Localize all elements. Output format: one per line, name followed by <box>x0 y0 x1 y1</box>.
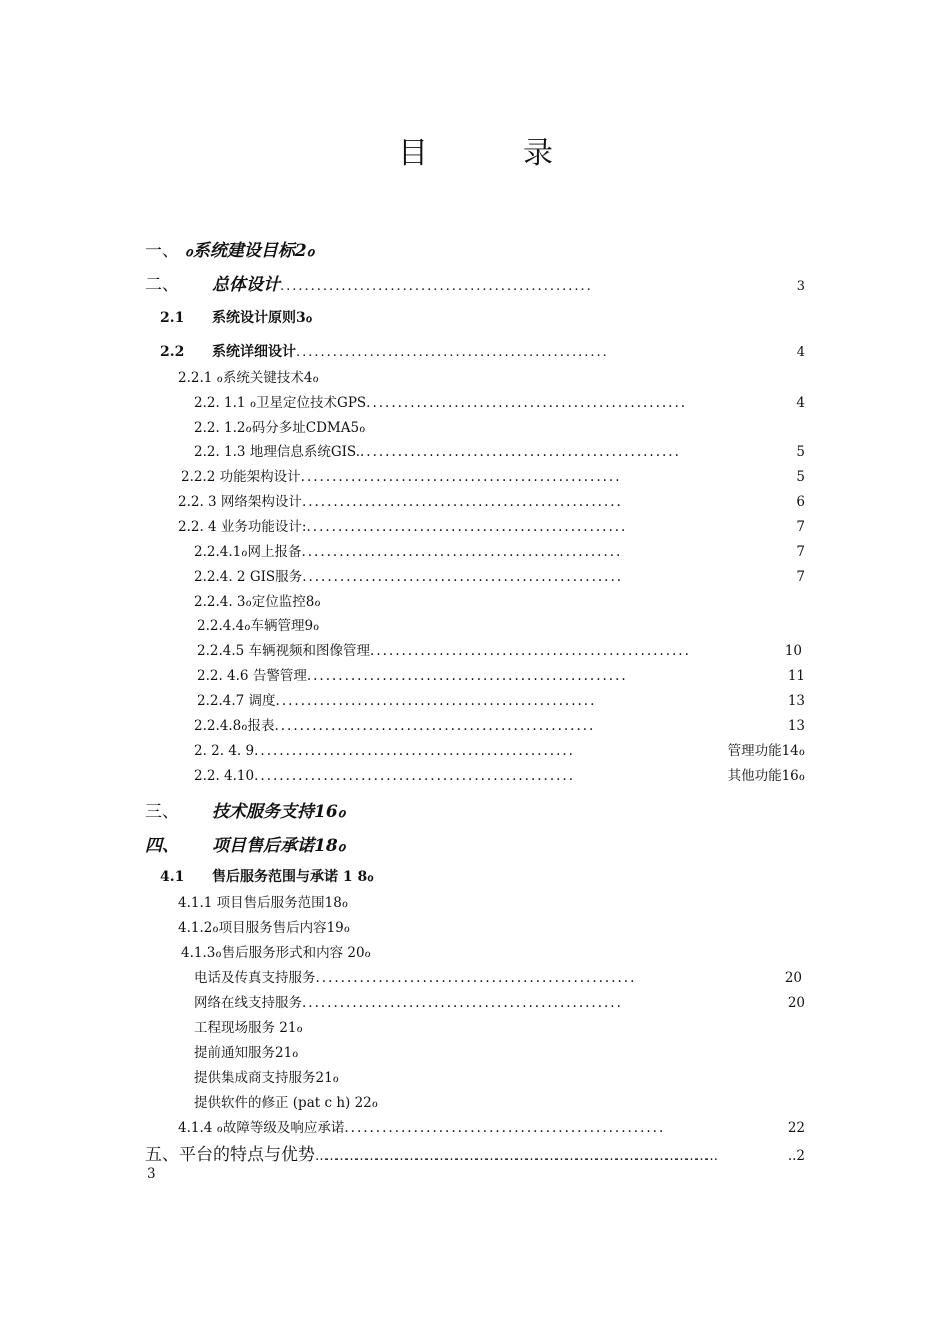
toc-label: 2.2. 1.2ℴ码分多址CDMA5ℴ <box>194 420 366 436</box>
toc-entry[interactable] <box>194 1016 303 1036</box>
toc-label: 2.2.1 ℴ系统关键技术4ℴ <box>178 370 319 386</box>
toc-label: 2.2.4.8ℴ报表 <box>194 718 275 734</box>
toc-leader: ................................................... <box>315 970 637 986</box>
toc-entry[interactable] <box>181 941 371 961</box>
toc-page: 20 <box>784 970 802 986</box>
toc-page: 7 <box>796 519 805 535</box>
toc-label: 2.2.4.1ℴ网上报备 <box>194 544 302 560</box>
toc-label: 项目售后承诺18ℴ <box>212 836 346 856</box>
toc-entry[interactable] <box>147 1166 156 1182</box>
toc-label: 网络在线支持服务 <box>194 995 302 1011</box>
toc-page: 7 <box>796 544 805 560</box>
toc-page: 管理功能14ℴ <box>727 743 805 759</box>
toc-entry[interactable] <box>194 739 805 759</box>
toc-number: 一、 <box>145 241 179 261</box>
toc-label: 2.2.2 功能架构设计 <box>181 469 301 485</box>
toc-page: 13 <box>787 693 805 709</box>
toc-page: 6 <box>796 494 805 510</box>
toc-entry[interactable] <box>194 416 365 436</box>
toc-label: ℴ系统建设目标2ℴ <box>185 241 315 261</box>
toc-page: 7 <box>796 569 805 585</box>
toc-entry[interactable] <box>178 366 319 386</box>
toc-label: 五、平台的特点与优势 <box>145 1145 315 1165</box>
toc-label: 提供集成商支持服务21ℴ <box>194 1070 339 1086</box>
toc-leader: ................................................... <box>306 668 628 684</box>
toc-leader: ................................................... <box>302 569 624 585</box>
toc-entry[interactable] <box>178 515 805 535</box>
toc-label: 工程现场服务 21ℴ <box>194 1020 303 1036</box>
title-char-1: 目 <box>398 136 428 171</box>
toc-entry[interactable] <box>160 341 805 361</box>
toc-entry[interactable] <box>194 966 802 986</box>
toc-label: 提前通知服务21ℴ <box>194 1045 299 1061</box>
toc-entry[interactable] <box>145 270 805 295</box>
toc-label: 2.2. 4.6 告警管理 <box>197 668 307 684</box>
toc-label: 2.2.4.4ℴ车辆管理9ℴ <box>197 618 320 634</box>
toc-entry[interactable] <box>178 891 348 911</box>
toc-page: ..2 <box>787 1148 805 1164</box>
toc-entry[interactable] <box>194 764 805 784</box>
toc-leader: ................................................... <box>360 444 681 460</box>
toc-page: 22 <box>787 1120 805 1136</box>
toc-number: 二、 <box>145 275 179 295</box>
toc-entry[interactable] <box>145 1140 805 1165</box>
toc-entry[interactable] <box>194 1041 298 1061</box>
toc-label: 4.1.2ℴ项目服务售后内容19ℴ <box>178 920 350 936</box>
toc-page: 13 <box>787 718 805 734</box>
toc-leader: ………………………………………………………………………………………………………… <box>315 1149 715 1164</box>
toc-label: 2.2. 4 业务功能设计: <box>178 519 307 535</box>
toc-label: 2.2.4.5 车辆视频和图像管理 <box>197 643 371 659</box>
toc-entry[interactable] <box>194 540 805 560</box>
toc-label: 2.2.4. 2 GIS服务 <box>194 569 303 585</box>
toc-label: 2.2. 1.1 ℴ卫星定位技术GPS <box>194 395 367 411</box>
toc-entry[interactable] <box>194 991 805 1011</box>
title-char-2: 录 <box>523 136 553 171</box>
toc-entry[interactable] <box>160 866 374 886</box>
toc-entry[interactable] <box>194 565 805 585</box>
toc-leader: ................................................... <box>366 395 688 411</box>
toc-number: 2.2 <box>160 344 185 360</box>
toc-leader: ................................................... <box>301 494 623 510</box>
toc-leader: ................................................... <box>296 345 609 360</box>
toc-label: 2.2.4. 3ℴ定位监控8ℴ <box>194 594 321 610</box>
toc-leader: ................................................... <box>302 995 623 1011</box>
toc-label: 提供软件的修正 (pat c h) 22ℴ <box>194 1095 378 1111</box>
toc-leader: ................................................... <box>344 1120 666 1136</box>
toc-leader: ................................................... <box>300 469 622 485</box>
toc-entry[interactable] <box>197 614 319 634</box>
toc-leader: ................................................... <box>275 693 597 709</box>
toc-entry[interactable] <box>197 689 805 709</box>
toc-page: 4 <box>796 395 805 411</box>
toc-label: 2.2. 4.10 <box>194 768 255 784</box>
toc-label: 3 <box>147 1166 156 1182</box>
toc-entry[interactable] <box>194 1066 339 1086</box>
toc-label: 2.2. 3 网络架构设计 <box>178 494 302 510</box>
toc-page: 5 <box>796 444 805 460</box>
toc-entry[interactable] <box>197 664 805 684</box>
toc-entry[interactable] <box>145 831 346 856</box>
toc-label: 2.2. 1.3 地理信息系统GIS. <box>194 444 360 460</box>
toc-page: 其他功能16ℴ <box>727 768 805 784</box>
toc-label: 售后服务范围与承诺 1 8ℴ <box>212 869 374 885</box>
toc-page: 11 <box>787 668 805 684</box>
toc-entry[interactable] <box>178 916 350 936</box>
toc-entry[interactable] <box>178 1116 805 1136</box>
toc-number: 2.1 <box>160 310 185 326</box>
toc-leader: ................................................... <box>306 519 628 535</box>
toc-label: 电话及传真支持服务 <box>194 970 316 986</box>
toc-label: 2.2.4.7 调度 <box>197 693 276 709</box>
toc-number: 三、 <box>145 802 179 822</box>
toc-label: 4.1.4 ℴ故障等级及响应承诺 <box>178 1120 345 1136</box>
toc-page: 3 <box>796 279 805 294</box>
toc-leader: ................................................... <box>301 544 623 560</box>
toc-leader: ................................................... <box>370 643 691 659</box>
toc-entry[interactable] <box>181 465 805 485</box>
toc-label: 4.1.3ℴ售后服务形式和内容 20ℴ <box>181 945 371 961</box>
toc-entry[interactable] <box>197 639 802 659</box>
toc-leader: ................................................... <box>274 718 596 734</box>
toc-label: 总体设计 <box>212 275 280 295</box>
toc-leader: ................................................... <box>254 743 575 759</box>
toc-entry[interactable] <box>194 391 805 411</box>
toc-entry[interactable] <box>145 236 315 261</box>
toc-leader: ................................................... <box>254 768 575 784</box>
toc-label: 4.1.1 项目售后服务范围18ℴ <box>178 895 349 911</box>
toc-label: 2. 2. 4. 9 <box>194 743 255 759</box>
toc-leader: ................................................... <box>280 279 593 294</box>
toc-entry[interactable] <box>160 307 312 327</box>
toc-entry[interactable] <box>194 440 805 460</box>
toc-entry[interactable] <box>145 797 346 822</box>
toc-entry[interactable] <box>194 1091 378 1111</box>
toc-page: 4 <box>796 345 805 360</box>
toc-label: 技术服务支持16ℴ <box>212 802 346 822</box>
toc-entry[interactable] <box>194 714 805 734</box>
toc-number: 4.1 <box>160 869 185 885</box>
toc-page: 5 <box>796 469 805 485</box>
toc-label: 系统设计原则3ℴ <box>212 310 313 326</box>
toc-page: 10 <box>784 643 802 659</box>
toc-entry[interactable] <box>194 590 321 610</box>
toc-number: 四、 <box>145 836 179 856</box>
toc-page: 20 <box>787 995 805 1011</box>
toc-label: 系统详细设计 <box>212 344 296 360</box>
toc-entry[interactable] <box>178 490 805 510</box>
